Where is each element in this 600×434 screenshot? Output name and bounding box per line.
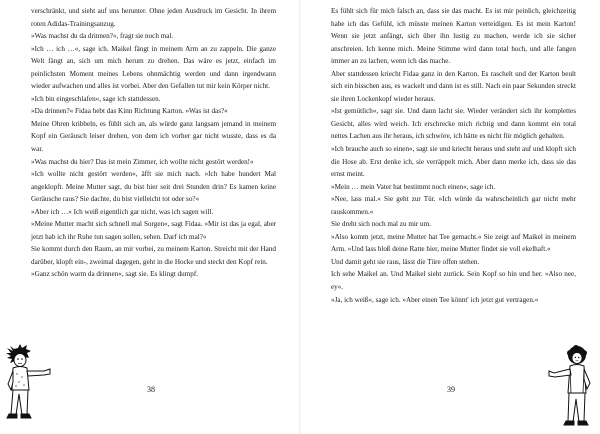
boy-head xyxy=(6,344,31,367)
left-page-number: 38 xyxy=(147,385,155,394)
right-page-number: 39 xyxy=(447,385,455,394)
right-page xyxy=(300,0,600,434)
left-paragraph-12: »Ganz schön warm da drinnen«, sagt sie. Es klingt dumpf. xyxy=(31,270,198,279)
right-page-text xyxy=(331,5,576,306)
right-paragraph-5: »Mein … mein Vater hat bestimmt noch einen«, sage ich. xyxy=(331,182,496,191)
right-paragraph-7: Sie dreht sich noch mal zu mir um. xyxy=(331,220,431,229)
left-paragraph-1: verschränkt, und sieht auf uns herunter. Ohne jeden Ausdruck im Gesicht. In ihrem roten Adidas-Trainingsanzug. xyxy=(31,7,276,28)
girl-body xyxy=(549,365,590,426)
left-paragraph-2: »Was machst du da drinnen?«, fragt sie noch mal. xyxy=(31,32,174,41)
left-paragraph-4: »Ich bin eingeschlafen«, sage ich stattdessen. xyxy=(31,94,161,103)
left-paragraph-8: »Ich wollte nicht gestört werden«, äfft sie mich nach. »Ich habe hundert Mal angeklopft. Meine Mutter sagt, du bist hier seit drei Stunden drin? Es kamen keine Geräusche raus? Sie dachte, du bist vielleicht tot oder so?« xyxy=(31,170,276,204)
right-paragraph-2: Aber stattdessen kriecht Fidaa ganz in den Karton. Es raschelt und der Karton beult sich ein bisschen aus, es wackelt und dann ist es still. Nach ein paar Sekunden streckt sie ihren Lockenkopf wieder heraus. xyxy=(331,69,576,103)
left-paragraph-10: »Meine Mutter macht sich schnell mal Sorgen«, sagt Fidaa. »Mir ist das ja egal, aber jetzt hab ich ihr Ruhe tun sagen sollen, sehen. Darf ich mal?« xyxy=(31,220,276,241)
right-paragraph-1: Es fühlt sich für mich falsch an, dass sie das macht. Es ist mir peinlich, gleichzeitig habe ich das Gefühl, ich müsste meinen Karton verteidigen. Es ist mein Karton! Wenn sie jetzt anfängt, sich über ihn lustig zu machen, werde ich sie sicher anschreien. Ich kenne mich. Meine Stimme wird dann total hoch, und alle fangen immer an zu lachen, wenn ich das mache. xyxy=(331,7,576,66)
right-paragraph-3: »Ist gemütlich«, sagt sie. Und dann lacht sie. Wieder verändert sich ihr komplettes Gesicht, alles wird weich. Ich erschrecke mich richtig und dann kommt ein total nettes Lachen aus ihr heraus, ich schwöre, ich hätte es nicht für möglich gehalten. xyxy=(331,107,576,141)
left-paragraph-11: Sie kommt durch den Raum, an mir vorbei, zu meinem Karton. Streicht mit der Hand darüber, klopft ein-, zweimal dagegen, geht in die Hocke und steckt den Kopf rein. xyxy=(31,245,276,266)
boy-illustration xyxy=(0,344,58,434)
right-paragraph-11: »Ja, ich weiß«, sage ich. »Aber einen Tee könnt' ich jetzt gut vertragen.« xyxy=(331,295,539,304)
girl-illustration xyxy=(546,345,600,434)
right-paragraph-4: »Ich brauche auch so einen«, sagt sie und kriecht heraus und steht auf und klopft sich die Hose ab. Erst denke ich, sie verräppelt mich. Aber dann merke ich, dass sie das ernst meint. xyxy=(331,145,576,179)
left-paragraph-3: »Ich … ich …«, sage ich. Maikel fängt in meinem Arm an zu zappeln. Die ganze Welt fängt an, sich um mich herum zu drehen. Das wäre es jetzt, einfach im peinlichsten Moment meines Lebens ohnmächtig werden und dann irgendwann wieder aufwachen und alles ist vorbei. Aber den Gefallen tut mir kein Körper nicht. xyxy=(31,44,276,91)
left-page-text xyxy=(31,5,276,281)
left-paragraph-6: Meine Ohren kribbeln, es fühlt sich an, als würde ganz langsam jemand in meinem Kopf ein Geräusch leiser drehen, von dem ich vorher gar nicht wusste, dass es da war. xyxy=(31,119,276,154)
left-paragraph-5: »Da drinnen?« Fidaa hebt das Kinn Richtung Karton. »Was ist das?« xyxy=(31,107,228,116)
right-paragraph-10: Ich sehe Maikel an. Und Maikel sieht zurück. Sein Kopf so hin und her. »Also nee, ey«. xyxy=(331,270,576,292)
left-paragraph-7: »Was machst du hier? Das ist mein Zimmer, ich wollte nicht gestört werden!« xyxy=(31,157,254,166)
right-paragraph-6: »Nee, lass mal.« Sie geht zur Tür. »Ich würde da wahrscheinlich gar nicht mehr rauskommen.« xyxy=(331,195,576,216)
girl-head xyxy=(567,345,587,364)
boy-body xyxy=(7,367,50,419)
left-paragraph-9: »Aber ich …« Ich weiß eigentlich gar nicht, was ich sagen will. xyxy=(31,207,214,216)
right-paragraph-8: »Also komm jetzt, meine Mutter hat Tee gemacht.« Sie zeigt auf Maikel in meinem Arm. »Und lass bloß deine Ratte hier, meine Mutter findet sie voll ekelhaft.« xyxy=(331,232,576,254)
right-paragraph-9: Und damit geht sie raus, lässt die Türe offen stehen. xyxy=(331,257,480,266)
